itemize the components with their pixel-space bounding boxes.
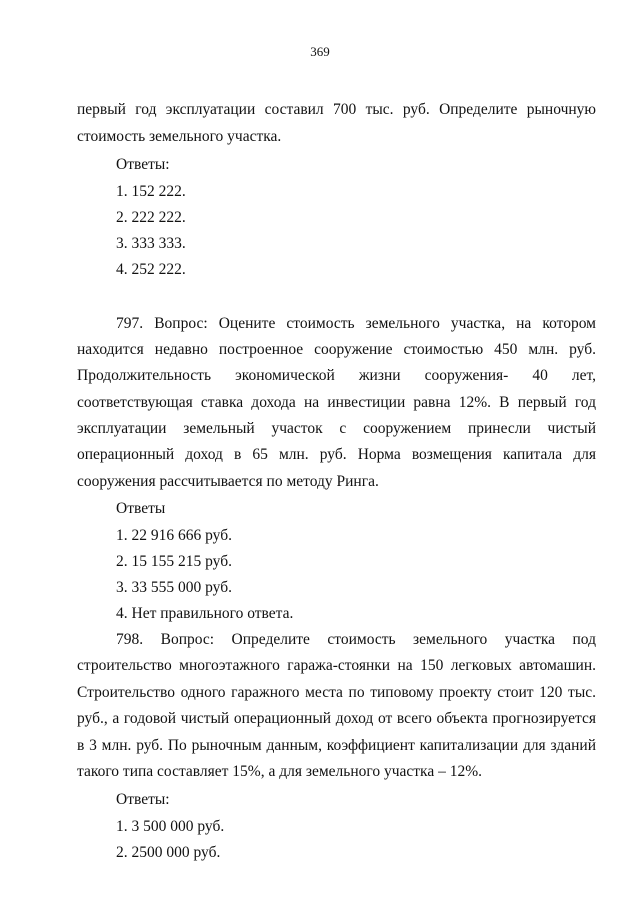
answer-item: 4. 252 222. [116, 261, 186, 278]
answers-label: Ответы: [116, 156, 170, 173]
question-798-line: Строительство одного гаражного места по типовому проекту стоит 120 тыс. [77, 684, 596, 701]
question-797-line: Продолжительность экономической жизни сооружения- 40 лет, [77, 367, 596, 384]
question-798-line: руб., а годовой чистый операционный доход от всего объекта прогнозируется [77, 710, 596, 727]
question-798-line: строительство многоэтажного гаража-стоянки на 150 легковых автомашин. [77, 657, 596, 674]
answer-item: 2. 2500 000 руб. [116, 844, 221, 861]
question-798-line: такого типа составляет 15%, а для земельного участка – 12%. [77, 763, 483, 780]
question-797-line: соответствующая ставка дохода на инвестиции равна 12%. В первый год [77, 394, 596, 411]
answer-item: 1. 3 500 000 руб. [116, 818, 225, 835]
answers-label: Ответы [116, 500, 166, 517]
answer-item: 3. 33 555 000 руб. [116, 579, 232, 596]
question-797-line: сооружения рассчитывается по методу Ринга. [77, 473, 379, 490]
page-number: 369 [310, 44, 330, 59]
question-797-line: находится недавно построенное сооружение стоимостью 450 млн. руб. [77, 341, 596, 358]
answer-item: 1. 22 916 666 руб. [116, 527, 232, 544]
intro-line: первый год эксплуатации составил 700 тыс. руб. Определите рыночную [77, 101, 596, 118]
question-798-line: 798. Вопрос: Определите стоимость земельного участка под [116, 631, 596, 648]
question-797-line: операционный доход в 65 млн. руб. Норма возмещения капитала для [77, 446, 596, 463]
answer-item: 1. 152 222. [116, 183, 186, 200]
question-797-line: 797. Вопрос: Оцените стоимость земельного участка, на котором [116, 315, 596, 332]
intro-line: стоимость земельного участка. [77, 128, 282, 145]
answer-item: 2. 15 155 215 руб. [116, 553, 232, 570]
question-798-line: в 3 млн. руб. По рыночным данным, коэффициент капитализации для зданий [77, 737, 596, 754]
answer-item: 3. 333 333. [116, 235, 186, 252]
answers-label: Ответы: [116, 791, 170, 808]
answer-item: 4. Нет правильного ответа. [116, 605, 294, 622]
answer-item: 2. 222 222. [116, 209, 186, 226]
question-797-line: эксплуатации земельный участок с сооружением принесли чистый [77, 420, 596, 437]
